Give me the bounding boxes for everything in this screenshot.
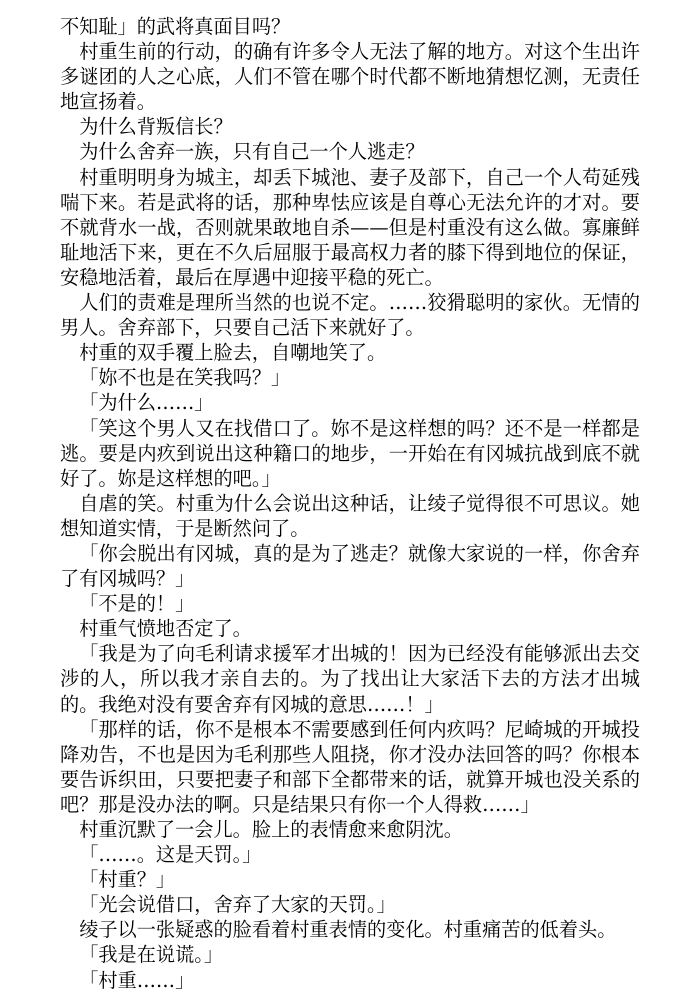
paragraph-2: 村重生前的行动，的确有许多令人无法了解的地方。对这个生出许多谜团的人之心底，人们不管在哪个时代都不断地猜想忆测，无责任地宣扬着。 [60, 40, 640, 114]
paragraph-19: 「村重？」 [79, 868, 176, 892]
paragraph-6: 人们的责难是理所当然的也说不定。……狡猾聪明的家伙。无情的男人。舍弃部下，只要自己活下来就好了。 [60, 291, 640, 340]
paragraph-17: 村重沉默了一会儿。脸上的表情愈来愈阴沈。 [79, 818, 463, 841]
paragraph-15: 「我是为了向毛利请求援军才出城的！因为已经没有能够派出去交涉的人，所以我才亲自去的。为了找出让大家活下去的方法才出城的。我绝对没有要舍弃有冈城的意思……！」 [60, 642, 640, 716]
page-body [60, 14, 640, 993]
paragraph-12: 「你会脱出有冈城，真的是为了逃走？就像大家说的一样，你舍弃了有冈城吗？」 [60, 541, 640, 591]
paragraph-8: 「妳不也是在笑我吗？」 [79, 366, 291, 390]
paragraph-11: 自虐的笑。村重为什么会说出这种话，让绫子觉得很不可思议。她想知道实情，于是断然问了。 [60, 491, 640, 540]
paragraph-10: 「笑这个男人又在找借口了。妳不是这样想的吗？还不是一样都是逃。要是内疚到说出这种籍口的地步，一开始在有冈城抗战到底不就好了。妳是这样想的吧。」 [60, 416, 640, 490]
paragraph-1: 不知耻」的武将真面目吗？ [60, 15, 291, 38]
paragraph-20: 「光会说借口，舍弃了大家的天罚。」 [79, 893, 396, 917]
paragraph-22: 「我是在说谎。」 [79, 943, 224, 967]
paragraph-9: 「为什么……」 [79, 391, 214, 415]
paragraph-13: 「不是的！」 [79, 592, 195, 616]
paragraph-14: 村重气愤地否定了。 [79, 617, 252, 641]
paragraph-23: 「村重……」 [79, 968, 195, 992]
paragraph-16: 「那样的话，你不是根本不需要感到任何内疚吗？尼崎城的开城投降劝告，不也是因为毛利那些人阻挠，你才没办法回答的吗？你根本要告诉织田，只要把妻子和部下全都带来的话，就算开城也没关系的吧？那是没办法的啊。只是结果只有你一个人得救……」 [60, 717, 640, 816]
paragraph-7: 村重的双手覆上脸去，自嘲地笑了。 [79, 341, 387, 365]
paragraph-5: 村重明明身为城主，却丢下城池、妻子及部下，自己一个人苟延残喘下来。若是武将的话，那种卑怯应该是自尊心无法允许的才对。要不就背水一战，否则就果敢地自杀——但是村重没有这么做。寡廉鲜耻地活下来，更在不久后屈服于最高权力者的膝下得到地位的保证，安稳地活着，最后在厚遇中迎接平稳的死亡。 [60, 165, 640, 289]
paragraph-18: 「……。这是天罚。」 [79, 843, 262, 867]
paragraph-4: 为什么舍弃一族，只有自己一个人逃走？ [79, 140, 425, 164]
paragraph-21: 绫子以一张疑惑的脸看着村重表情的变化。村重痛苦的低着头。 [79, 918, 617, 942]
paragraph-3: 为什么背叛信长？ [79, 115, 233, 139]
